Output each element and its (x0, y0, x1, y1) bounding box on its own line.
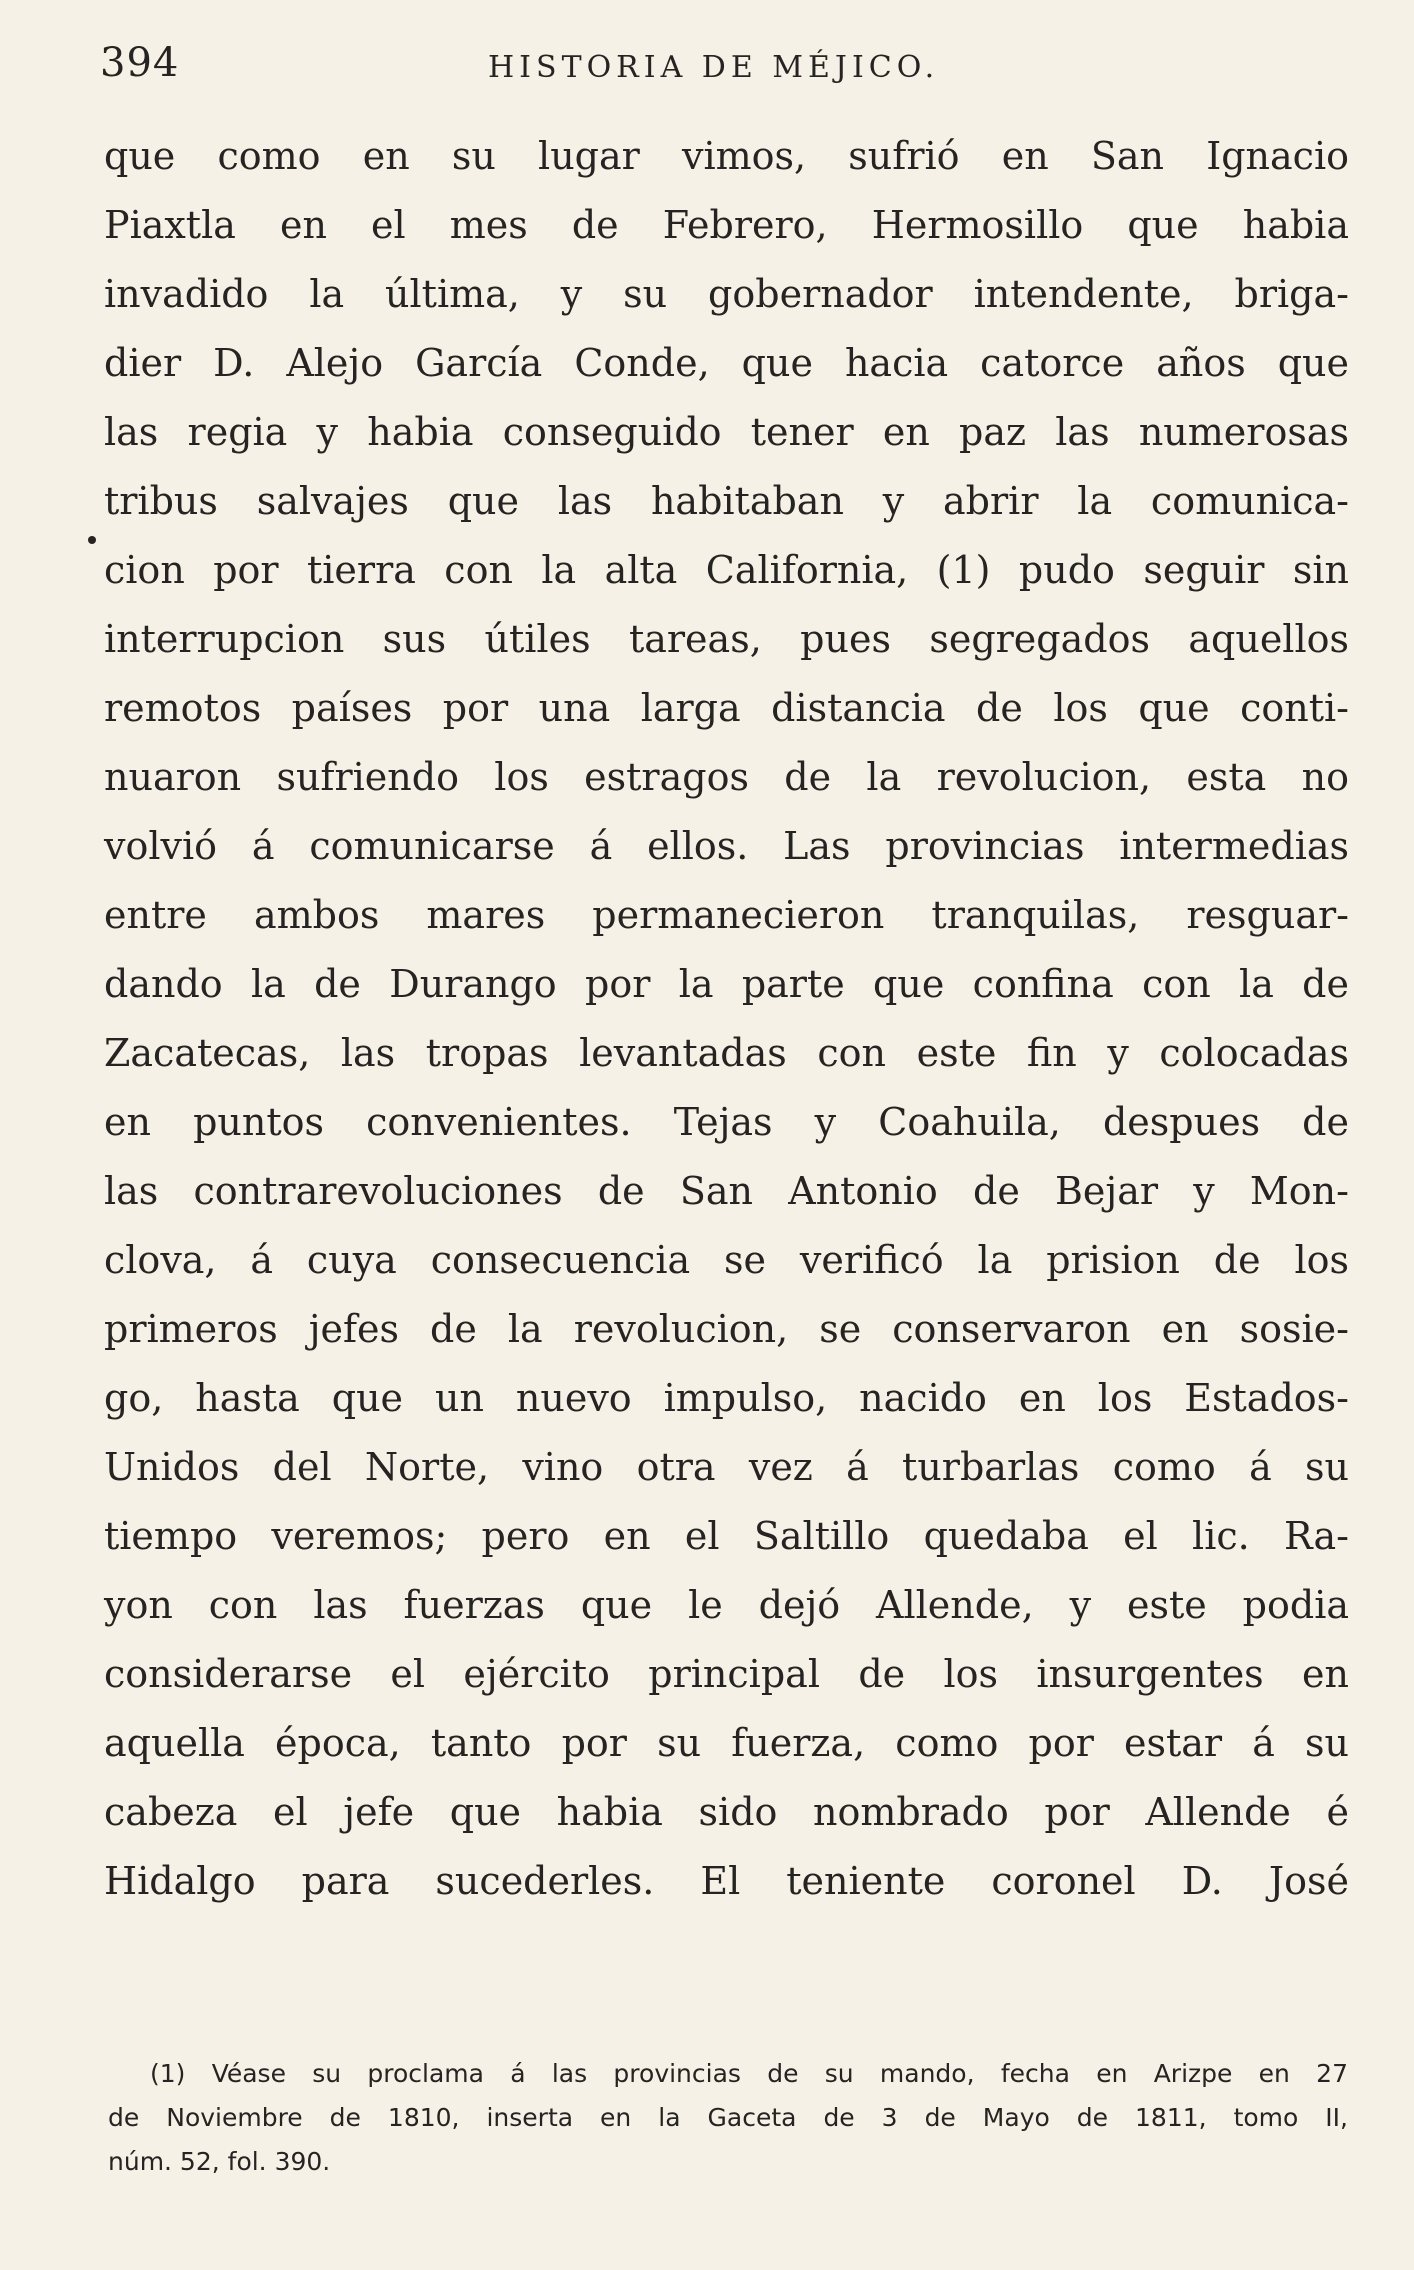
text-line: cion por tierra con la alta California, (1) pudo seguir sin (104, 548, 1349, 592)
text-line: Piaxtla en el mes de Febrero, Hermosillo que habia (104, 203, 1349, 247)
text-line: dando la de Durango por la parte que confina con la de (104, 962, 1349, 1006)
footnote-line: (1) Véase su proclama á las provincias de su mando, fecha en Arizpe en 27 (150, 2059, 1348, 2088)
footnote (108, 2052, 1348, 2184)
page-header (88, 40, 1338, 100)
text-line: que como en su lugar vimos, sufrió en San Ignacio (104, 134, 1349, 178)
footnote-line: de Noviembre de 1810, inserta en la Gaceta de 3 de Mayo de 1811, tomo II, (108, 2103, 1348, 2132)
text-line: Unidos del Norte, vino otra vez á turbarlas como á su (104, 1445, 1349, 1489)
text-line: nuaron sufriendo los estragos de la revolucion, esta no (104, 755, 1349, 799)
text-line: entre ambos mares permanecieron tranquilas, resguar- (104, 893, 1349, 937)
text-line: considerarse el ejército principal de los insurgentes en (104, 1652, 1349, 1696)
text-line: tribus salvajes que las habitaban y abrir la comunica- (104, 479, 1349, 523)
text-line: yon con las fuerzas que le dejó Allende, y este podia (104, 1583, 1349, 1627)
text-line: remotos países por una larga distancia de los que conti- (104, 686, 1349, 730)
text-line: Hidalgo para sucederles. El teniente coronel D. José (104, 1859, 1349, 1903)
footnote-line: núm. 52, fol. 390. (108, 2147, 331, 2176)
text-line: las contrarevoluciones de San Antonio de Bejar y Mon- (104, 1169, 1349, 1213)
text-line: go, hasta que un nuevo impulso, nacido en los Estados- (104, 1376, 1349, 1420)
text-line: Zacatecas, las tropas levantadas con este fin y colocadas (104, 1031, 1349, 1075)
body-text (104, 122, 1349, 1916)
page-number: 394 (100, 40, 180, 86)
text-line: primeros jefes de la revolucion, se conservaron en sosie- (104, 1307, 1349, 1351)
text-line: clova, á cuya consecuencia se verificó la prision de los (104, 1238, 1349, 1282)
text-line: las regia y habia conseguido tener en paz las numerosas (104, 410, 1349, 454)
text-line: dier D. Alejo García Conde, que hacia catorce años que (104, 341, 1349, 385)
text-line: invadido la última, y su gobernador intendente, briga- (104, 272, 1349, 316)
text-line: aquella época, tanto por su fuerza, como por estar á su (104, 1721, 1349, 1765)
text-line: cabeza el jefe que habia sido nombrado por Allende é (104, 1790, 1349, 1834)
text-line: en puntos convenientes. Tejas y Coahuila, despues de (104, 1100, 1349, 1144)
text-line: volvió á comunicarse á ellos. Las provincias intermedias (104, 824, 1349, 868)
margin-mark (88, 536, 96, 544)
text-line: tiempo veremos; pero en el Saltillo quedaba el lic. Ra- (104, 1514, 1349, 1558)
text-line: interrupcion sus útiles tareas, pues segregados aquellos (104, 617, 1349, 661)
running-title: HISTORIA DE MÉJICO. (488, 50, 940, 85)
